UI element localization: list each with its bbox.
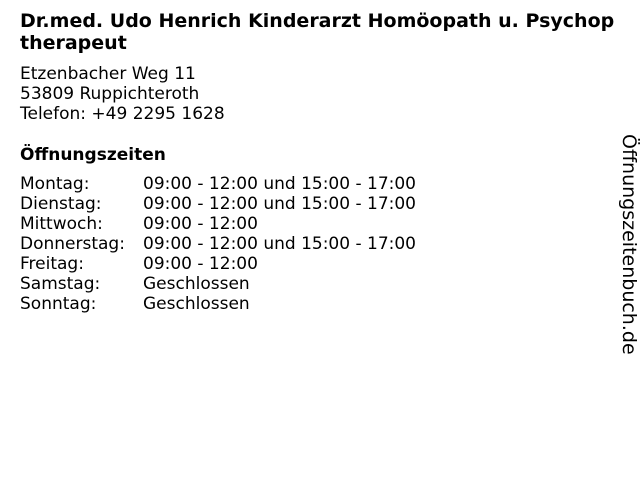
hours-value: Geschlossen <box>143 274 250 294</box>
hours-row-saturday <box>20 274 416 294</box>
hours-row-friday <box>20 254 416 274</box>
hours-row-monday <box>20 174 416 194</box>
day-label: Sonntag: <box>20 294 97 314</box>
hours-value: Geschlossen <box>143 294 250 314</box>
day-label: Freitag: <box>20 254 84 274</box>
hours-value: 09:00 - 12:00 und 15:00 - 17:00 <box>143 194 416 214</box>
hours-value: 09:00 - 12:00 <box>143 214 258 234</box>
hours-value: 09:00 - 12:00 und 15:00 - 17:00 <box>143 234 416 254</box>
business-name: Dr.med. Udo Henrich Kinderarzt Homöopath u. Psychoptherapeut <box>20 10 615 54</box>
hours-row-tuesday <box>20 194 416 214</box>
hours-row-sunday <box>20 294 416 314</box>
postal-city: 53809 Ruppichteroth <box>20 84 200 104</box>
day-label: Samstag: <box>20 274 101 294</box>
day-label: Montag: <box>20 174 90 194</box>
street-address: Etzenbacher Weg 11 <box>20 64 196 84</box>
hours-value: 09:00 - 12:00 <box>143 254 258 274</box>
hours-row-thursday <box>20 234 416 254</box>
day-label: Mittwoch: <box>20 214 103 234</box>
opening-hours-table <box>20 174 416 314</box>
day-label: Dienstag: <box>20 194 102 214</box>
opening-hours-heading: Öffnungszeiten <box>20 145 166 165</box>
address-block <box>20 64 225 124</box>
phone-number: Telefon: +49 2295 1628 <box>20 104 225 124</box>
day-label: Donnerstag: <box>20 234 125 254</box>
hours-value: 09:00 - 12:00 und 15:00 - 17:00 <box>143 174 416 194</box>
hours-row-wednesday <box>20 214 416 234</box>
site-watermark: Öffnungszeitenbuch.de <box>618 134 640 355</box>
